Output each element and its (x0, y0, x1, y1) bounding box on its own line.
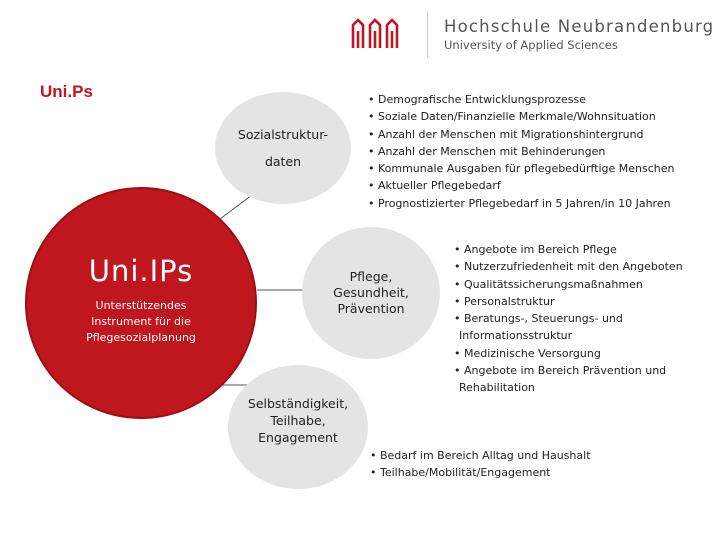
node-selbstaendigkeit (228, 365, 368, 489)
list-item: • Aktueller Pflegebedarf (368, 179, 501, 193)
bullet-list-pflege (454, 241, 683, 397)
bullet-list-selbstaendigkeit (370, 447, 591, 482)
node-label: Teilhabe, (270, 413, 326, 428)
node-label: Selbständigkeit, (247, 396, 349, 411)
list-item: • Nutzerzufriedenheit mit den Angeboten (454, 260, 683, 274)
list-item: • Medizinische Versorgung (454, 346, 601, 360)
node-pflege (302, 227, 440, 359)
list-item: • Kommunale Ausgaben für pflegebedürftige Menschen (368, 162, 675, 176)
list-item: • Bedarf im Bereich Alltag und Haushalt (370, 449, 591, 462)
center-title: Uni.IPs (88, 254, 194, 288)
list-item: • Teilhabe/Mobilität/Engagement (370, 466, 551, 480)
center-subtitle-line: Unterstützendes (95, 299, 187, 312)
node-sozialstrukturdaten (215, 92, 351, 204)
node-label: Prävention (337, 301, 405, 316)
list-item: • Personalstruktur (454, 294, 555, 308)
node-label: daten (264, 153, 302, 169)
center-subtitle (66, 298, 216, 346)
list-item: • Angebote im Bereich Prävention und (454, 364, 667, 378)
list-item: • Demografische Entwicklungsprozesse (368, 93, 587, 106)
node-label: Gesundheit, (333, 285, 409, 300)
institution-name: Hochschule Neubrandenburg (444, 17, 715, 36)
list-item: • Beratungs-, Steuerungs- und (454, 312, 623, 326)
list-item: • Anzahl der Menschen mit Behinderungen (368, 144, 606, 158)
page-title: Uni.Ps (40, 82, 93, 101)
list-item-continuation: Informationsstruktur (459, 329, 573, 343)
list-item: • Anzahl der Menschen mit Migrationshintergrund (368, 127, 644, 141)
institution-subtitle: University of Applied Sciences (444, 38, 618, 52)
list-item: • Angebote im Bereich Pflege (454, 243, 617, 256)
node-label: Sozialstruktur- (237, 126, 329, 142)
list-item-continuation: Rehabilitation (459, 381, 535, 395)
list-item: • Prognostizierter Pflegebedarf in 5 Jahren/in 10 Jahren (368, 196, 671, 210)
list-item: • Soziale Daten/Finanzielle Merkmale/Wohnsituation (368, 110, 656, 124)
center-subtitle-line: Pflegesozialplanung (86, 331, 196, 344)
center-subtitle-line: Instrument für die (91, 315, 191, 328)
node-label: Pflege, (349, 269, 393, 284)
center-node-unilps (25, 187, 257, 419)
list-item: • Qualitätssicherungsmaßnahmen (454, 277, 643, 291)
node-label: Engagement (258, 430, 338, 445)
bullet-list-sozialstrukturdaten (368, 91, 675, 212)
